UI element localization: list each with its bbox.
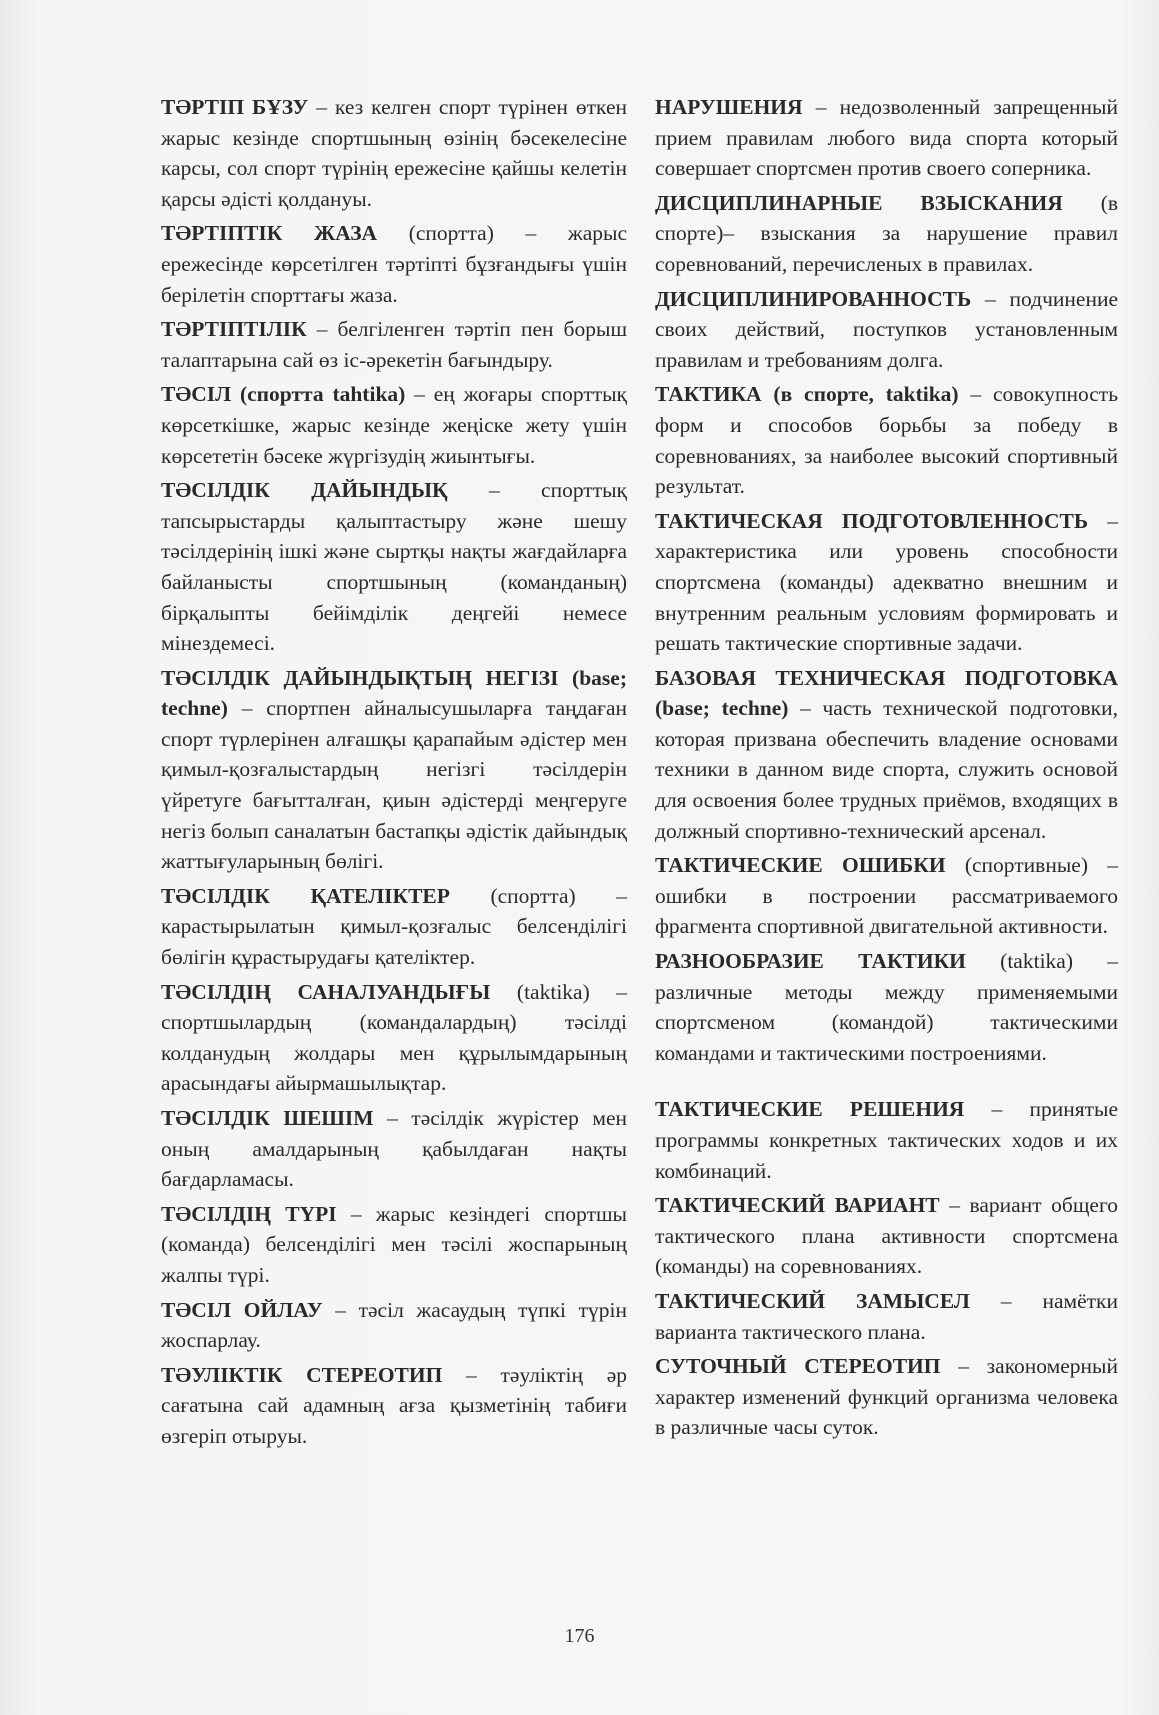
entry-definition: характеристика или уровень способности спортсмена (команды) адекватно внешним и внутренним реальным условиям формировать и решать тактические спортивные задачи. bbox=[655, 539, 1118, 656]
page-number: 176 bbox=[564, 1625, 595, 1647]
entry-term: ТӘСІЛДІК ДАЙЫНДЫҚТЫҢ НЕГІЗІ (base; techne) bbox=[161, 665, 627, 721]
entry-definition: намётки варианта тактического плана. bbox=[655, 1288, 1119, 1344]
entry-definition: белгіленген тәртіп пен борыш талаптарына сай өз іс-әрекетін бағындыру. bbox=[161, 317, 627, 372]
entry bbox=[161, 379, 627, 471]
entry bbox=[161, 218, 627, 310]
entry bbox=[161, 1295, 627, 1356]
entry bbox=[655, 92, 1118, 184]
entry bbox=[655, 188, 1118, 280]
entry-separator: (спортта) – bbox=[377, 221, 568, 246]
entry bbox=[655, 1094, 1118, 1186]
entry-definition: вариант общего тактического плана активности спортсмена (команды) на соревнованиях. bbox=[655, 1193, 1119, 1279]
entry-separator: – bbox=[802, 95, 840, 119]
entry-separator: – bbox=[788, 696, 823, 721]
entry-term: ТӘУЛІКТІК СТЕРЕОТИП bbox=[161, 1362, 443, 1387]
entry-separator: – bbox=[969, 1288, 1043, 1313]
entry-definition: жарыс ережесінде көрсетілген тәртіпті бұзғандығы үшін берілетін спорттағы жаза. bbox=[161, 221, 627, 307]
entry-separator: – bbox=[336, 1201, 376, 1226]
entry-definition: принятые программы конкретных тактических ходов и их комбинаций. bbox=[655, 1097, 1118, 1183]
entry-separator: (taktika) – bbox=[490, 979, 628, 1004]
entry bbox=[161, 1360, 627, 1452]
entry bbox=[161, 1199, 627, 1291]
entry-term: СУТОЧНЫЙ СТЕРЕОТИП bbox=[655, 1354, 941, 1379]
entry bbox=[655, 946, 1118, 1068]
entry-term: ТАКТИЧЕСКИЕ ОШИБКИ bbox=[655, 853, 946, 878]
entry-term: ТАКТИКА (в спорте, taktika) bbox=[655, 382, 959, 407]
entry bbox=[161, 92, 627, 214]
entry-separator: – bbox=[373, 1106, 412, 1130]
right-column bbox=[655, 92, 1118, 1447]
entry-term: ДИСЦИПЛИНАРНЫЕ ВЗЫСКАНИЯ bbox=[655, 190, 1063, 215]
entry-separator: – bbox=[308, 95, 336, 119]
entry-definition: спорттық тапсырыстарды қалыптастыру және шешу тәсілдерінің ішкі және сыртқы нақты жағдайларға байланысты спортшының (команданың) бірқалыпты бейімділік деңгейі немесе мінездемесі. bbox=[161, 478, 627, 656]
entry-term: БАЗОВАЯ ТЕХНИЧЕСКАЯ ПОДГОТОВКА (base; techne) bbox=[655, 665, 1118, 721]
entry-separator: (спортивные) – bbox=[945, 853, 1118, 878]
entry-definition: недозволенный запрещенный прием правилам любого вида спорта который совершает спортсмен против своего соперника. bbox=[655, 95, 1118, 181]
entry-definition: тәсіл жасаудың түпкі түрін жоспарлау. bbox=[161, 1297, 627, 1353]
entry-separator: (спортта) – bbox=[449, 883, 627, 908]
entry-separator: – bbox=[442, 1362, 501, 1387]
entry-term: ТӘСІЛДІК ДАЙЫНДЫҚ bbox=[161, 478, 448, 503]
entry-term: ТАКТИЧЕСКИЕ РЕШЕНИЯ bbox=[655, 1097, 965, 1122]
entry-separator: – bbox=[405, 382, 434, 407]
entry bbox=[161, 475, 627, 659]
entry-term: ТАКТИЧЕСКАЯ ПОДГОТОВЛЕННОСТЬ bbox=[655, 508, 1089, 533]
entry-separator: – bbox=[306, 317, 338, 342]
entry-separator: – bbox=[1088, 508, 1119, 533]
entry-term: ТӘСІЛДІҢ ТҮРІ bbox=[161, 1201, 337, 1226]
entry bbox=[161, 977, 627, 1099]
entry bbox=[655, 1190, 1118, 1282]
entry-definition: кез келген спорт түрінен өткен жарыс кезінде спортшының өзінің бәсекелесіне карсы, сол спорт түрінің ережесіне қайшы келетін қарсы әдісті қолдануы. bbox=[161, 95, 627, 211]
entry bbox=[161, 881, 627, 973]
entry-definition: совокупность форм и способов борьбы за победу в соревнованиях, за наиболее высокий спортивный результат. bbox=[655, 382, 1118, 499]
entry bbox=[655, 663, 1118, 847]
entry bbox=[655, 1286, 1118, 1347]
entry bbox=[655, 284, 1118, 376]
entry-definition: часть технической подготовки, которая призвана обеспечить владение основами техники в данном виде спорта, служить основой для освоения более трудных приёмов, входящих в должный спортивно-технический арсенал. bbox=[655, 696, 1118, 843]
paragraph-gap bbox=[655, 1072, 1118, 1094]
entry-definition: тәуліктің әр сағатына сай адамның ағза қызметінің табиғи өзгеріп отыруы. bbox=[161, 1362, 627, 1448]
entry-term: РАЗНООБРАЗИЕ ТАКТИКИ bbox=[655, 949, 966, 974]
entry-definition: жарыс кезіндегі спортшы (команда) белсенділігі мен тәсілі жоспарының жалпы түрі. bbox=[161, 1201, 627, 1287]
entry-separator: – bbox=[322, 1297, 359, 1322]
entry-term: ТӘСІЛ (спортта tahtika) bbox=[161, 382, 406, 407]
entry-term: ДИСЦИПЛИНИРОВАННОСТЬ bbox=[655, 286, 972, 311]
entry-definition: различные методы между применяемыми спортсменом (командой) тактическими командами и тактическими построениями. bbox=[655, 979, 1118, 1065]
entry-term: ТӘСІЛДІК ҚАТЕЛІКТЕР bbox=[161, 883, 450, 908]
entry-definition: карастырылатын қимыл-қозғалыс белсенділігі бөлігін құрастырудағы қателіктер. bbox=[161, 914, 627, 970]
entry bbox=[655, 850, 1118, 942]
entry-separator: – bbox=[964, 1097, 1030, 1122]
entry-term: ТАКТИЧЕСКИЙ ЗАМЫСЕЛ bbox=[655, 1288, 970, 1313]
entry bbox=[655, 379, 1118, 501]
entry-separator: (в спорте)– bbox=[655, 190, 1118, 246]
entry-term: ТАКТИЧЕСКИЙ ВАРИАНТ bbox=[655, 1193, 940, 1218]
entry-term: ТӘРТІПТІК ЖАЗА bbox=[161, 221, 378, 246]
entry-separator: (taktika) – bbox=[965, 949, 1119, 974]
entry-term: ТӘСІЛДІК ШЕШІМ bbox=[161, 1106, 374, 1130]
entry-definition: спортпен айналысушыларға таңдаған спорт түрлерінен алғашқы қарапайым әдістер мен қимыл-қозғалыстардың негізгі тәсілдерін үйретуге бағытталған, қиын әдістерді меңгеруге негіз болып саналатын бастапқы әдістік дайындық жаттығуларының бөлігі. bbox=[161, 696, 627, 874]
entry-definition: тәсілдік жүрістер мен оның амалдарының қабылдаған нақты бағдарламасы. bbox=[161, 1106, 628, 1192]
entry-separator: – bbox=[447, 478, 542, 503]
entry-term: ТӘСІЛДІҢ САНАЛУАНДЫҒЫ bbox=[161, 979, 491, 1004]
entry-term: ТӘРТІП БҰЗУ bbox=[161, 95, 309, 119]
entry-separator: – bbox=[958, 382, 994, 407]
entry bbox=[161, 1103, 627, 1195]
entry-definition: ошибки в построении рассматриваемого фрагмента спортивной двигательной активности. bbox=[655, 883, 1118, 939]
entry-separator: – bbox=[227, 696, 267, 721]
entry-term: ТӘРТІПТІЛІК bbox=[161, 317, 307, 342]
entry-definition: ең жоғары спорттық көрсеткішке, жарыс кезінде жеңіске жету үшін көрсететін бәсеке жүргізудің жиынтығы. bbox=[161, 382, 627, 468]
entry-separator: – bbox=[971, 286, 1010, 311]
entry bbox=[161, 314, 627, 375]
entry-definition: закономерный характер изменений функций организма человека в различные часы суток. bbox=[655, 1354, 1118, 1440]
entry bbox=[655, 506, 1118, 659]
entry-separator: – bbox=[939, 1193, 970, 1218]
entry bbox=[161, 663, 627, 877]
entry-definition: подчинение своих действий, поступков установленным правилам и требованиям долга. bbox=[655, 286, 1118, 372]
entry-separator: – bbox=[940, 1354, 987, 1379]
entry-definition: взыскания за нарушение правил соревнований, перечисленых в правилах. bbox=[655, 221, 1118, 276]
entry bbox=[655, 1351, 1118, 1443]
entry-term: НАРУШЕНИЯ bbox=[655, 95, 803, 119]
entry-definition: спортшылардың (командалардың) тәсілді колданудың жолдары мен құрылымдарының арасындағы айырмашылықтар. bbox=[161, 1010, 627, 1096]
left-column bbox=[161, 92, 627, 1456]
entry-term: ТӘСІЛ ОЙЛАУ bbox=[161, 1297, 323, 1322]
